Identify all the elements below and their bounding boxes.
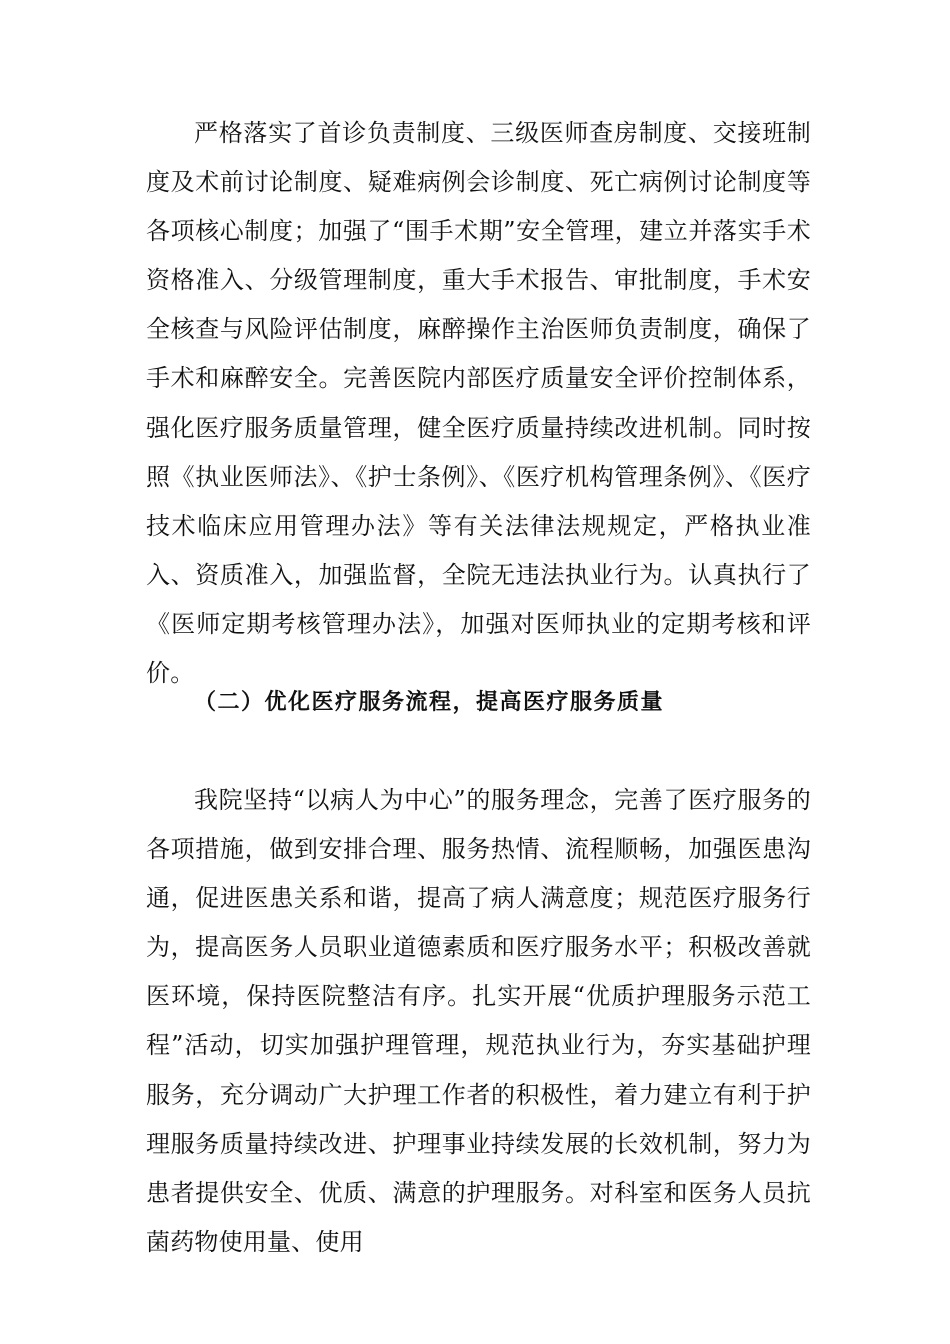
section-heading: （二）优化医疗服务流程，提高医疗服务质量 [194,689,665,715]
body-paragraph: 我院坚持“以病人为中心”的服务理念，完善了医疗服务的各项措施，做到安排合理、服务热情、流程顺畅，加强医患沟通，促进医患关系和谐，提高了病人满意度；规范医疗服务行为，提高医务人员职业道德素质和医疗服务水平；积极改善就医环境，保持医院整洁有序。扎实开展“优质护理服务示范工程”活动，切实加强护理管理，规范执业行为，夯实基础护理服务，充分调动广大护理工作者的积极性，着力建立有利于护理服务质量持续改进、护理事业持续发展的长效机制，努力为患者提供安全、优质、满意的护理服务。对科室和医务人员抗菌药物使用量、使用 [146,786,811,1256]
body-paragraph: 严格落实了首诊负责制度、三级医师查房制度、交接班制度及术前讨论制度、疑难病例会诊制度、死亡病例讨论制度等各项核心制度；加强了“围手术期”安全管理，建立并落实手术资格准入、分级管理制度，重大手术报告、审批制度，手术安全核查与风险评估制度，麻醉操作主治医师负责制度，确保了手术和麻醉安全。完善医院内部医疗质量安全评价控制体系，强化医疗服务质量管理，健全医疗质量持续改进机制。同时按照《执业医师法》、《护士条例》、《医疗机构管理条例》、《医疗技术临床应用管理办法》等有关法律法规规定，严格执业准入、资质准入，加强监督，全院无违法执业行为。认真执行了《医师定期考核管理办法》，加强对医师执业的定期考核和评价。 [146,119,811,688]
